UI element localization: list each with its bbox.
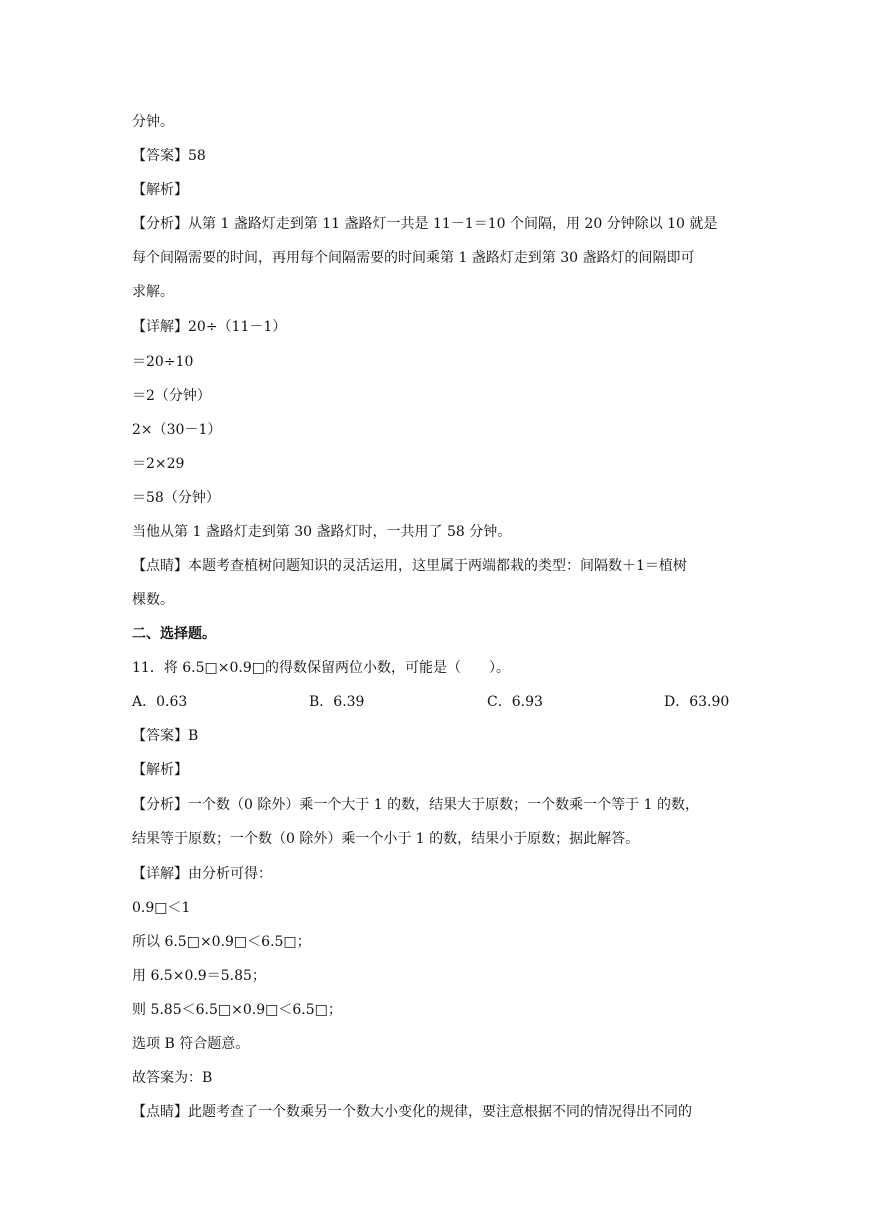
section-heading: 二、选择题。 xyxy=(132,626,216,642)
option-a: A．0.63 xyxy=(132,694,188,710)
comment-line: 【点睛】本题考查植树问题知识的灵活运用，这里属于两端都栽的类型：间隔数＋1＝植树 xyxy=(132,558,687,574)
detail-line: 所以 6.5□×0.9□＜6.5□； xyxy=(132,934,311,950)
comment-line: 棵数。 xyxy=(132,592,174,608)
option-c: C．6.93 xyxy=(487,694,543,710)
question-line: 11．将 6.5□×0.9□的得数保留两位小数，可能是（ ）。 xyxy=(132,660,510,676)
detail-line: 2×（30－1） xyxy=(132,422,222,438)
detail-line: ＝58（分钟） xyxy=(132,490,220,506)
final-answer-line: 故答案为：B xyxy=(132,1070,213,1086)
analysis-heading: 【解析】 xyxy=(132,762,188,778)
option-b: B．6.39 xyxy=(309,694,365,710)
analysis-line: 结果等于原数；一个数（0 除外）乘一个小于 1 的数，结果小于原数；据此解答。 xyxy=(132,831,640,847)
detail-line: 则 5.85＜6.5□×0.9□＜6.5□； xyxy=(132,1002,342,1018)
detail-line: 选项 B 符合题意。 xyxy=(132,1036,250,1052)
answer-line: 【答案】58 xyxy=(132,148,206,164)
detail-line: ＝2×29 xyxy=(132,456,185,472)
detail-line: 0.9□＜1 xyxy=(132,900,191,916)
detail-line: 用 6.5×0.9＝5.85； xyxy=(132,968,266,984)
answer-line: 【答案】B xyxy=(132,728,199,744)
analysis-line: 【分析】从第 1 盏路灯走到第 11 盏路灯一共是 11－1＝10 个间隔，用 20 分钟除以 10 就是 xyxy=(132,216,718,232)
detail-line: 【详解】由分析可得： xyxy=(132,866,272,882)
analysis-line: 【分析】一个数（0 除外）乘一个大于 1 的数，结果大于原数；一个数乘一个等于 1 的数， xyxy=(132,797,699,813)
detail-line: ＝2（分钟） xyxy=(132,388,211,404)
option-d: D．63.90 xyxy=(664,694,730,710)
detail-line: ＝20÷10 xyxy=(132,354,194,370)
analysis-line: 求解。 xyxy=(132,284,174,300)
text-line: 分钟。 xyxy=(132,114,174,130)
analysis-heading: 【解析】 xyxy=(132,182,188,198)
analysis-line: 每个间隔需要的时间，再用每个间隔需要的时间乘第 1 盏路灯走到第 30 盏路灯的间隔即可 xyxy=(132,250,695,266)
comment-line: 【点睛】此题考查了一个数乘另一个数大小变化的规律，要注意根据不同的情况得出不同的 xyxy=(132,1104,692,1120)
detail-line: 【详解】20÷（11－1） xyxy=(132,319,287,335)
conclusion-line: 当他从第 1 盏路灯走到第 30 盏路灯时，一共用了 58 分钟。 xyxy=(132,524,512,540)
